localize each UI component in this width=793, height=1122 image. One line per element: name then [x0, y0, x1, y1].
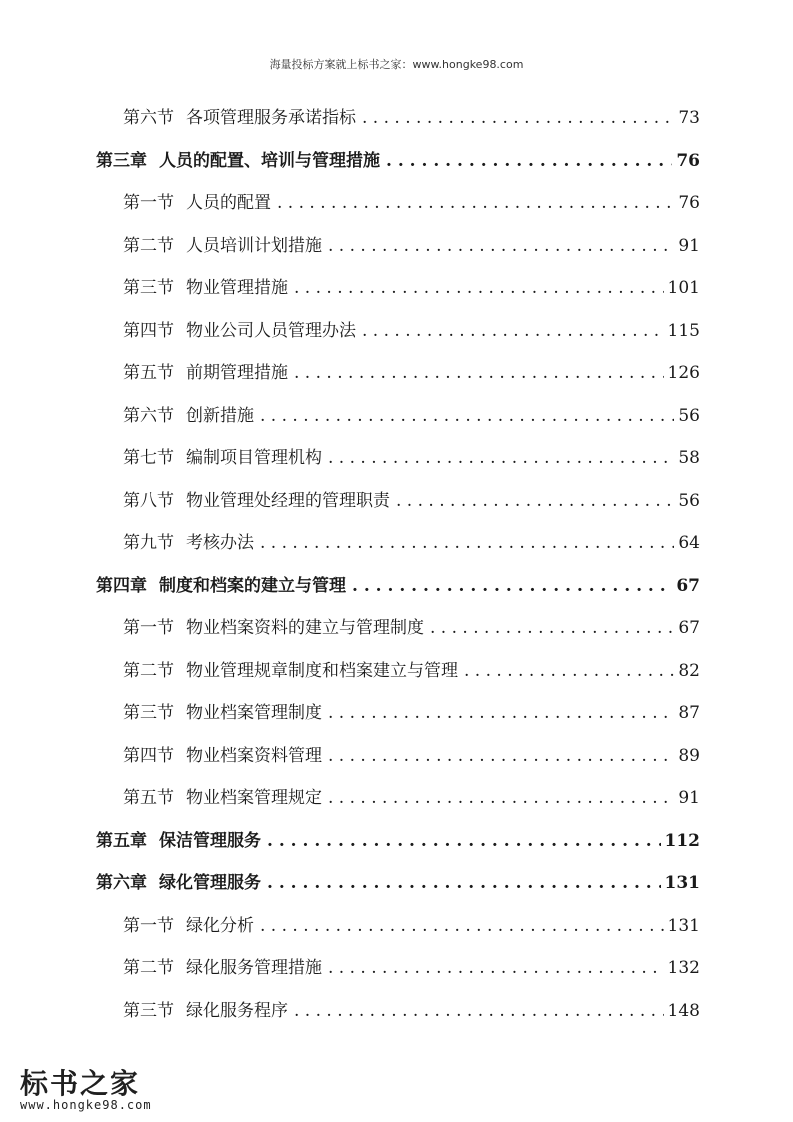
toc-section-entry[interactable] — [123, 613, 700, 638]
toc-entry-page: 58 — [678, 448, 700, 468]
page-header: 海量投标方案就上标书之家：www.hongke98.com — [269, 58, 524, 71]
toc-entry-number: 第四章 — [96, 575, 147, 596]
toc-entry-title: 物业档案资料管理 — [186, 745, 322, 766]
toc-entry-page: 112 — [664, 830, 700, 851]
toc-entry-page: 73 — [678, 108, 700, 128]
toc-chapter-entry[interactable] — [96, 826, 700, 851]
toc-entry-number: 第七节 — [123, 448, 174, 468]
toc-entry-title: 绿化分析 — [186, 915, 254, 936]
brand-logo: 标书之家 — [20, 1067, 141, 1100]
toc-section-entry[interactable] — [123, 698, 700, 723]
toc-section-entry[interactable] — [123, 911, 700, 936]
toc-entry-page: 87 — [678, 703, 700, 723]
toc-entry-number: 第一节 — [123, 193, 174, 213]
toc-entry-title: 前期管理措施 — [186, 363, 288, 383]
toc-entry-title: 各项管理服务承诺指标 — [186, 108, 356, 128]
toc-dot-leader — [260, 916, 664, 936]
toc-dot-leader — [464, 661, 674, 681]
toc-dot-leader — [328, 448, 674, 468]
brand-url: www.hongke98.com — [20, 1098, 152, 1112]
toc-entry-title: 人员的配置、培训与管理措施 — [159, 150, 380, 171]
toc-entry-page: 126 — [667, 363, 700, 383]
toc-dot-leader — [328, 236, 674, 256]
toc-entry-number: 第五章 — [96, 830, 147, 851]
toc-entry-title: 物业档案资料的建立与管理制度 — [186, 618, 424, 638]
toc-section-entry[interactable] — [123, 656, 700, 681]
toc-entry-number: 第四节 — [123, 745, 174, 766]
toc-entry-page: 131 — [667, 915, 700, 936]
toc-entry-number: 第一节 — [123, 618, 174, 638]
toc-dot-leader — [294, 1001, 664, 1021]
toc-entry-page: 115 — [667, 320, 700, 341]
toc-entry-page: 101 — [667, 278, 700, 298]
toc-entry-number: 第四节 — [123, 320, 174, 341]
toc-entry-page: 89 — [678, 745, 700, 766]
toc-dot-leader — [328, 746, 674, 766]
toc-dot-leader — [328, 703, 674, 723]
toc-entry-title: 物业管理规章制度和档案建立与管理 — [186, 660, 458, 681]
toc-dot-leader — [396, 491, 674, 511]
toc-entry-page: 76 — [676, 150, 700, 171]
toc-section-entry[interactable] — [123, 953, 700, 978]
toc-section-entry[interactable] — [123, 996, 700, 1021]
toc-section-entry[interactable] — [123, 273, 700, 298]
toc-dot-leader — [260, 533, 674, 553]
toc-entry-number: 第二节 — [123, 660, 174, 681]
toc-entry-page: 82 — [678, 660, 700, 681]
toc-chapter-entry[interactable] — [96, 868, 700, 893]
toc-entry-page: 56 — [678, 405, 700, 426]
toc-section-entry[interactable] — [123, 741, 700, 766]
toc-dot-leader — [267, 873, 661, 893]
toc-section-entry[interactable] — [123, 358, 700, 383]
toc-entry-title: 编制项目管理机构 — [186, 448, 322, 468]
toc-entry-title: 考核办法 — [186, 533, 254, 553]
toc-entry-number: 第八节 — [123, 490, 174, 511]
toc-dot-leader — [362, 321, 664, 341]
toc-entry-title: 人员的配置 — [186, 193, 271, 213]
toc-entry-number: 第三节 — [123, 278, 174, 298]
toc-section-entry[interactable] — [123, 528, 700, 553]
toc-section-entry[interactable] — [123, 103, 700, 128]
toc-entry-title: 绿化服务程序 — [186, 1000, 288, 1021]
toc-entry-number: 第九节 — [123, 533, 174, 553]
toc-entry-title: 物业档案管理规定 — [186, 788, 322, 808]
toc-entry-number: 第六节 — [123, 108, 174, 128]
toc-dot-leader — [328, 788, 674, 808]
toc-dot-leader — [362, 108, 674, 128]
toc-chapter-entry[interactable] — [96, 146, 700, 171]
toc-entry-title: 物业公司人员管理办法 — [186, 320, 356, 341]
toc-entry-page: 148 — [667, 1000, 700, 1021]
toc-entry-page: 67 — [676, 575, 700, 596]
toc-entry-number: 第二节 — [123, 235, 174, 256]
toc-dot-leader — [352, 576, 672, 596]
toc-section-entry[interactable] — [123, 443, 700, 468]
toc-entry-page: 67 — [678, 618, 700, 638]
toc-entry-title: 绿化服务管理措施 — [186, 958, 322, 978]
toc-entry-number: 第三节 — [123, 703, 174, 723]
toc-entry-title: 制度和档案的建立与管理 — [159, 575, 346, 596]
toc-entry-page: 131 — [664, 873, 700, 893]
toc-dot-leader — [430, 618, 674, 638]
toc-entry-title: 物业管理处经理的管理职责 — [186, 490, 390, 511]
toc-section-entry[interactable] — [123, 231, 700, 256]
toc-entry-title: 保洁管理服务 — [159, 830, 261, 851]
toc-section-entry[interactable] — [123, 401, 700, 426]
toc-entry-title: 创新措施 — [186, 405, 254, 426]
toc-entry-page: 64 — [678, 533, 700, 553]
toc-dot-leader — [277, 193, 674, 213]
toc-section-entry[interactable] — [123, 188, 700, 213]
toc-entry-page: 132 — [667, 958, 700, 978]
toc-entry-title: 物业档案管理制度 — [186, 703, 322, 723]
toc-entry-page: 76 — [678, 193, 700, 213]
toc-dot-leader — [267, 831, 661, 851]
toc-section-entry[interactable] — [123, 783, 700, 808]
toc-entry-number: 第一节 — [123, 915, 174, 936]
toc-entry-number: 第五节 — [123, 363, 174, 383]
toc-entry-page: 91 — [678, 235, 700, 256]
toc-dot-leader — [328, 958, 664, 978]
toc-dot-leader — [294, 363, 664, 383]
toc-dot-leader — [386, 151, 672, 171]
toc-entry-title: 人员培训计划措施 — [186, 235, 322, 256]
toc-entry-number: 第六节 — [123, 405, 174, 426]
toc-entry-number: 第五节 — [123, 788, 174, 808]
toc-entry-title: 绿化管理服务 — [159, 873, 261, 893]
toc-dot-leader — [294, 278, 664, 298]
toc-entry-number: 第三节 — [123, 1000, 174, 1021]
toc-chapter-entry[interactable] — [96, 571, 700, 596]
toc-entry-number: 第三章 — [96, 150, 147, 171]
toc-dot-leader — [260, 406, 674, 426]
toc-entry-page: 56 — [678, 490, 700, 511]
toc-section-entry[interactable] — [123, 316, 700, 341]
toc-section-entry[interactable] — [123, 486, 700, 511]
toc-entry-number: 第二节 — [123, 958, 174, 978]
toc-entry-number: 第六章 — [96, 873, 147, 893]
toc-entry-page: 91 — [678, 788, 700, 808]
toc-entry-title: 物业管理措施 — [186, 278, 288, 298]
